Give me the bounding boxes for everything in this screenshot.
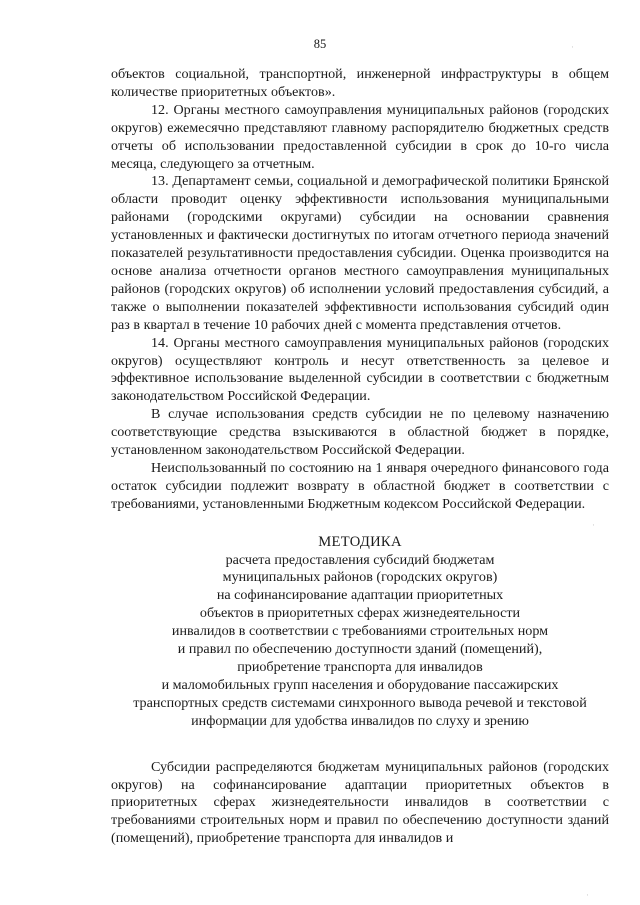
document-body bbox=[111, 66, 609, 848]
heading-line: транспортных средств системами синхронного вывода речевой и текстовой bbox=[133, 694, 587, 711]
paragraph-continuation: объектов социальной, транспортной, инженерной инфраструктуры в общем количестве приоритетных объектов». bbox=[111, 66, 609, 100]
page-number: 85 bbox=[313, 37, 327, 51]
heading-line: информации для удобства инвалидов по слуху и зрению bbox=[191, 712, 529, 729]
paragraph-unused-balance: Неиспользованный по состоянию на 1 января очередного финансового года остаток субсидии подлежит возврату в областной бюджет в соответствии с требованиями, установленными Бюджетным кодексом Российской Федерации. bbox=[111, 459, 609, 512]
heading-line: на софинансирование адаптации приоритетных bbox=[216, 587, 504, 604]
paragraph-misuse: В случае использования средств субсидии не по целевому назначению соответствующие средства взыскиваются в областной бюджет в порядке, установленном законодательством Российской Федерации. bbox=[111, 406, 609, 459]
paragraph-item-13: 13. Департамент семьи, социальной и демографической политики Брянской области проводит оценку эффективности использования муниципальными районами (городскими округами) субсидии на основании сравнения установленных и фактически достигнутых по итогам отчетного периода значений показателей результативности предоставления субсидии. Оценка производится на основе анализа отчетности органов местного самоуправления муниципальных районов (городских округов) об исполнении условий предоставления субсидий, а также о выполнении показателей эффективности использования субсидий один раз в квартал в течение 10 рабочих дней с момента представления отчетов. bbox=[111, 173, 609, 333]
heading-line: муниципальных районов (городских округов) bbox=[222, 569, 498, 586]
heading-title: МЕТОДИКА bbox=[318, 533, 402, 550]
paragraph-item-14: 14. Органы местного самоуправления муниципальных районов (городских округов) осуществляют контроль и несут ответственность за целевое и эффективное использование выделенной субсидии в соответствии с бюджетным законодательством Российской Федерации. bbox=[111, 334, 609, 405]
scan-artifact: · bbox=[586, 890, 589, 900]
paragraph-item-12: 12. Органы местного самоуправления муниципальных районов (городских округов) ежемесячно представляют главному распорядителю бюджетных средств отчеты об использовании предоставленной субсидии в срок до 10-го числа месяца, следующего за отчетным. bbox=[111, 101, 609, 172]
heading-line: объектов в приоритетных сферах жизнедеятельности bbox=[199, 605, 521, 622]
heading-line: приобретение транспорта для инвалидов bbox=[237, 659, 483, 675]
scan-artifact: · bbox=[592, 520, 595, 530]
methodology-heading bbox=[111, 534, 609, 731]
heading-line: расчета предоставления субсидий бюджетам bbox=[225, 551, 495, 568]
heading-line: инвалидов в соответствии с требованиями строительных норм bbox=[171, 623, 549, 640]
heading-line: и правил по обеспечению доступности зданий (помещений), bbox=[177, 641, 543, 658]
heading-line: и маломобильных групп населения и оборудование пассажирских bbox=[161, 676, 559, 693]
paragraph-subsidy-distribution: Субсидии распределяются бюджетам муниципальных районов (городских округов) на софинансирование адаптации приоритетных объектов в приоритетных сферах жизнедеятельности инвалидов в соответствии с требованиями строительных норм и правил по обеспечению доступности зданий (помещений), приобретение транспорта для инвалидов и bbox=[111, 758, 609, 847]
scan-artifact: · bbox=[571, 42, 574, 52]
